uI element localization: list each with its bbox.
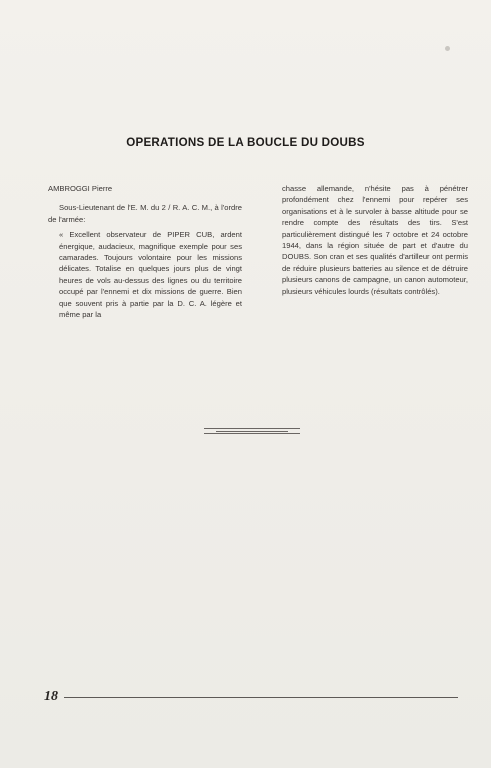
separator-line-bottom [204,433,300,434]
page-title: OPERATIONS DE LA BOUCLE DU DOUBS [126,136,365,149]
separator-line-middle [216,431,288,432]
citation-intro: Sous-Lieutenant de l'E. M. du 2 / R. A. C. M., à l'ordre de l'armée: [48,203,242,224]
citation-name: AMBROGGI Pierre [48,184,113,193]
text-column-left [48,183,242,320]
text-column-right [282,183,468,297]
footer-rule [64,697,458,698]
separator-line-top [204,428,300,429]
page-number: 18 [44,689,58,704]
section-separator [204,428,300,434]
citation-quote-part1: « Excellent observateur de PIPER CUB, ardent énergique, audacieux, magnifique exemple pour ses camarades. Toujours volontaire pour les missions délicates. Totalise en quelques jours plus de vingt heures de vols au-dessus des lignes ou du territoire occupé par l'ennemi et dix missions de guerre. Bien que souvent pris à partie par la D. C. A. légère et même par la [59,230,242,320]
paper-speck [445,46,450,51]
citation-quote-part2: chasse allemande, n'hésite pas à pénétrer profondément chez l'ennemi pour repérer ses organisations et à le survoler à basse altitude pour se rendre compte des résultats des tirs. S'est particulièrement distingué les 7 octobre et 24 octobre 1944, dans la région située de part et d'autre du DOUBS. Son cran et ses qualités d'artilleur ont permis de réduire plusieurs batteries au silence et de détruire plusieurs canons de campagne, un canon automoteur, plusieurs véhicules lourds (résultats contrôlés). [282,184,468,296]
